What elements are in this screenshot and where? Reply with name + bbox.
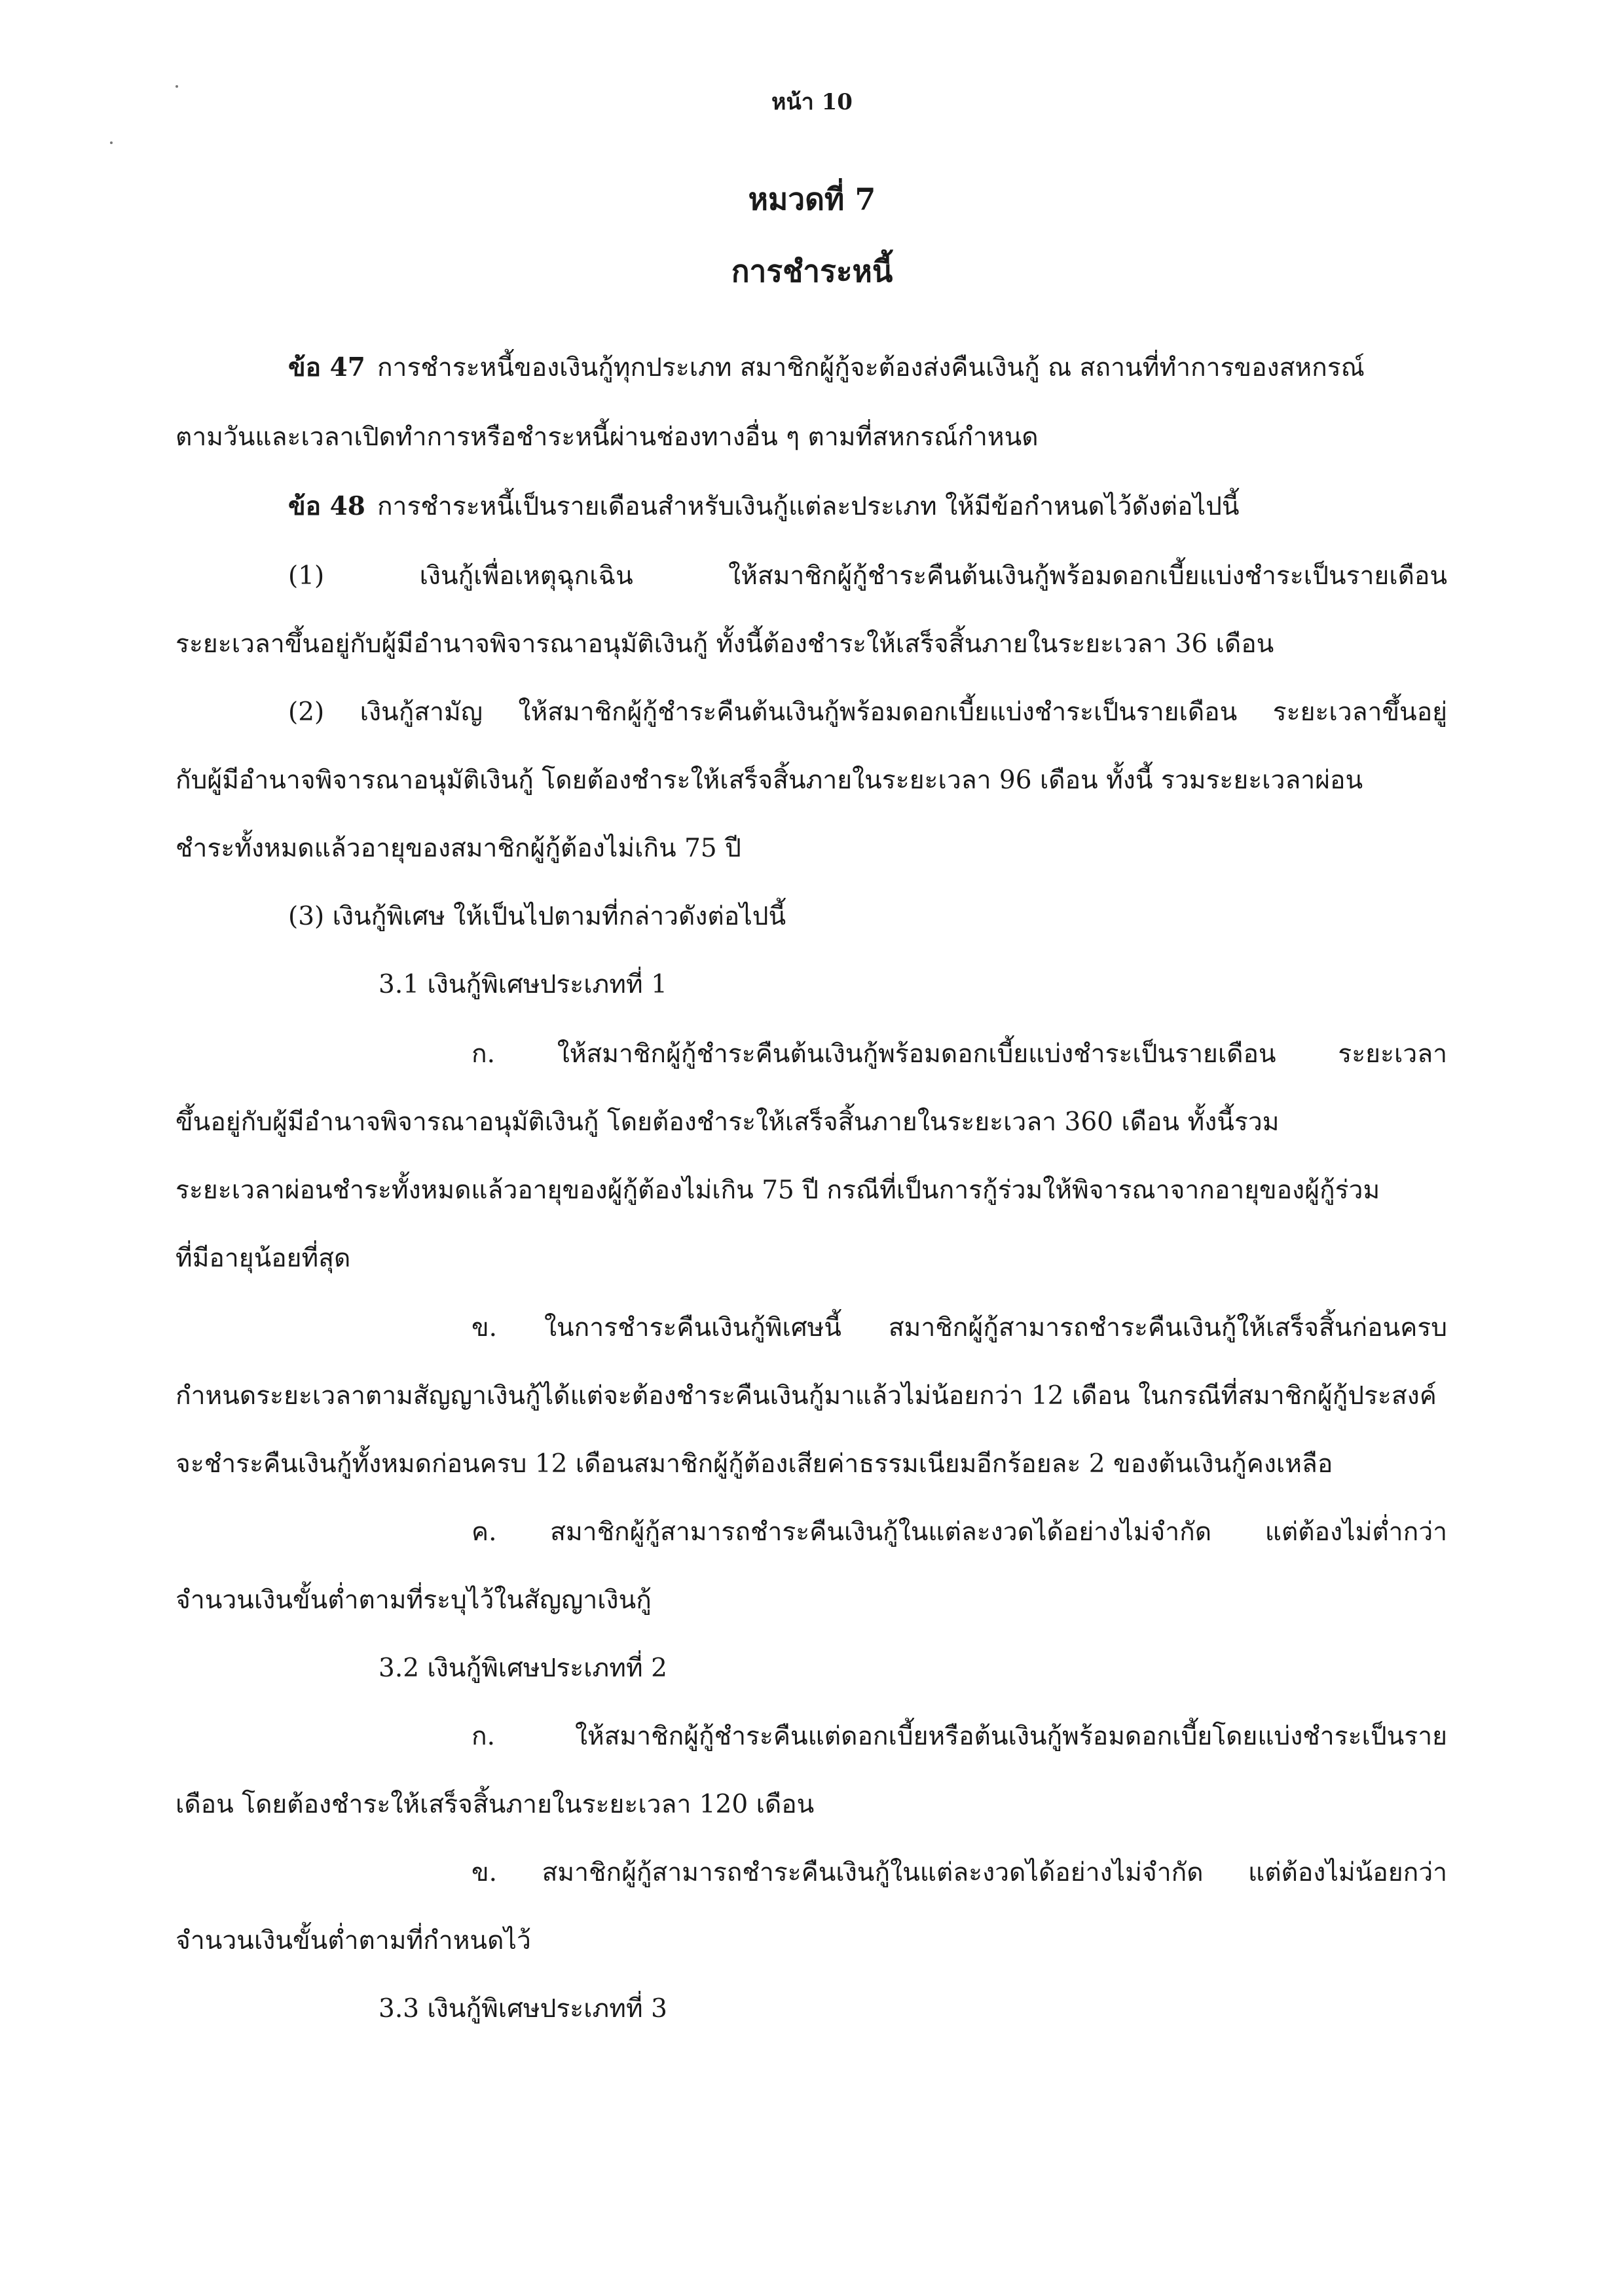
scan-speck [110, 141, 113, 144]
sub-3-1-b-line-3: จะชำระคืนเงินกู้ทั้งหมดก่อนครบ 12 เดือนสมาชิกผู้กู้ต้องเสียค่าธรรมเนียมอีกร้อยละ 2 ของต้นเงินกู้คงเหลือ [175, 1449, 1333, 1479]
item-3-line-1: (3) เงินกู้พิเศษ ให้เป็นไปตามที่กล่าวดังต่อไปนี้ [288, 902, 786, 931]
sub-3-2-a-line-1: ก. ให้สมาชิกผู้กู้ชำระคืนแต่ดอกเบี้ยหรือต้นเงินกู้พร้อมดอกเบี้ยโดยแบ่งชำระเป็นราย [471, 1722, 1447, 1751]
clause-48-label: ข้อ 48 [288, 491, 365, 521]
sub-3-1-c-line-1: ค. สมาชิกผู้กู้สามารถชำระคืนเงินกู้ในแต่ละงวดได้อย่างไม่จำกัด แต่ต้องไม่ต่ำกว่า [471, 1517, 1447, 1547]
sub-3-2-a-line-2: เดือน โดยต้องชำระให้เสร็จสิ้นภายในระยะเวลา 120 เดือน [175, 1790, 815, 1819]
chapter-title: หมวดที่ 7 [748, 181, 876, 217]
sub-3-2-heading: 3.2 เงินกู้พิเศษประเภทที่ 2 [378, 1654, 667, 1683]
sub-3-2-b-line-2: จำนวนเงินขั้นต่ำตามที่กำหนดไว้ [175, 1926, 531, 1955]
item-2-line-2: กับผู้มีอำนาจพิจารณาอนุมัติเงินกู้ โดยต้องชำระให้เสร็จสิ้นภายในระยะเวลา 96 เดือน ทั้งนี้ รวมระยะเวลาผ่อน [175, 766, 1363, 795]
sub-3-1-b-line-2: กำหนดระยะเวลาตามสัญญาเงินกู้ได้แต่จะต้องชำระคืนเงินกู้มาแล้วไม่น้อยกว่า 12 เดือน ในกรณีที่สมาชิกผู้กู้ประสงค์ [175, 1381, 1437, 1411]
item-1-line-2: ระยะเวลาขึ้นอยู่กับผู้มีอำนาจพิจารณาอนุมัติเงินกู้ ทั้งนี้ต้องชำระให้เสร็จสิ้นภายในระยะเวลา 36 เดือน [175, 629, 1274, 659]
sub-3-1-b-line-1: ข. ในการชำระคืนเงินกู้พิเศษนี้ สมาชิกผู้กู้สามารถชำระคืนเงินกู้ให้เสร็จสิ้นก่อนครบ [471, 1313, 1447, 1342]
sub-3-1-a-line-3: ระยะเวลาผ่อนชำระทั้งหมดแล้วอายุของผู้กู้ต้องไม่เกิน 75 ปี กรณีที่เป็นการกู้ร่วมให้พิจารณาจากอายุของผู้กู้ร่วม [175, 1176, 1380, 1205]
sub-3-1-c-line-2: จำนวนเงินขั้นต่ำตามที่ระบุไว้ในสัญญาเงินกู้ [175, 1585, 652, 1615]
sub-3-1-heading: 3.1 เงินกู้พิเศษประเภทที่ 1 [378, 970, 667, 999]
page-number: หน้า 10 [771, 89, 853, 115]
sub-3-2-b-line-1: ข. สมาชิกผู้กู้สามารถชำระคืนเงินกู้ในแต่ละงวดได้อย่างไม่จำกัด แต่ต้องไม่น้อยกว่า [471, 1858, 1447, 1887]
sub-3-3-heading: 3.3 เงินกู้พิเศษประเภทที่ 3 [378, 1994, 667, 2024]
clause-47-text: การชำระหนี้ของเงินกู้ทุกประเภท สมาชิกผู้กู้จะต้องส่งคืนเงินกู้ ณ สถานที่ทำการของสหกรณ์ [377, 353, 1365, 382]
clause-48-text: การชำระหนี้เป็นรายเดือนสำหรับเงินกู้แต่ละประเภท ให้มีข้อกำหนดไว้ดังต่อไปนี้ [377, 492, 1240, 521]
clause-47-line-2: ตามวันและเวลาเปิดทำการหรือชำระหนี้ผ่านช่องทางอื่น ๆ ตามที่สหกรณ์กำหนด [175, 422, 1039, 452]
clause-47-label: ข้อ 47 [288, 352, 365, 382]
item-2-line-3: ชำระทั้งหมดแล้วอายุของสมาชิกผู้กู้ต้องไม่เกิน 75 ปี [175, 834, 741, 863]
sub-3-1-a-line-4: ที่มีอายุน้อยที่สุด [175, 1244, 351, 1273]
clause-47-line-1 [288, 352, 1447, 382]
clause-48-line-1 [288, 491, 1240, 521]
item-1-line-1: (1) เงินกู้เพื่อเหตุฉุกเฉิน ให้สมาชิกผู้กู้ชำระคืนต้นเงินกู้พร้อมดอกเบี้ยแบ่งชำระเป็นรายเดือน [288, 561, 1447, 591]
item-2-line-1: (2) เงินกู้สามัญ ให้สมาชิกผู้กู้ชำระคืนต้นเงินกู้พร้อมดอกเบี้ยแบ่งชำระเป็นรายเดือน ระยะเวลาขึ้นอยู่ [288, 697, 1447, 727]
sub-3-1-a-line-1: ก. ให้สมาชิกผู้กู้ชำระคืนต้นเงินกู้พร้อมดอกเบี้ยแบ่งชำระเป็นรายเดือน ระยะเวลา [471, 1039, 1447, 1069]
sub-3-1-a-line-2: ขึ้นอยู่กับผู้มีอำนาจพิจารณาอนุมัติเงินกู้ โดยต้องชำระให้เสร็จสิ้นภายในระยะเวลา 360 เดือน ทั้งนี้รวม [175, 1107, 1280, 1137]
chapter-subtitle: การชำระหนี้ [731, 253, 893, 289]
